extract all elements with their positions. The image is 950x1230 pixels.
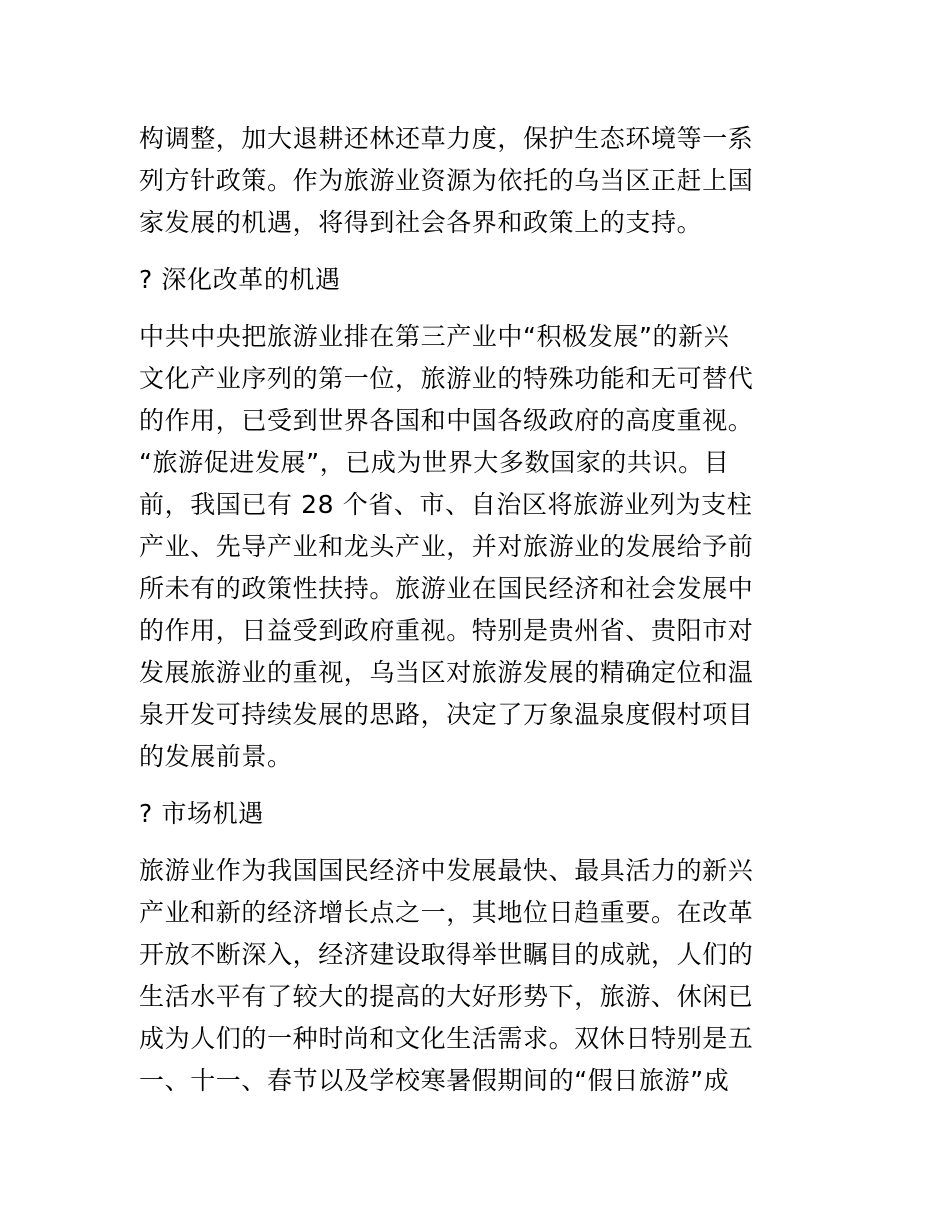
text-line: 发展旅游业的重视，乌当区对旅游发展的精确定位和温: [139, 658, 754, 687]
paragraph-gap: [139, 301, 811, 316]
text-line: 的发展前景。: [139, 742, 293, 771]
text-line: 家发展的机遇，将得到社会各界和政策上的支持。: [139, 208, 703, 237]
text-line: 泉开发可持续发展的思路，决定了万象温泉度假村项目: [139, 700, 754, 729]
paragraph-market: [139, 850, 811, 1102]
text-line: 产业和新的经济增长点之一，其地位日趋重要。在改革: [139, 898, 754, 927]
text-line: 的作用，日益受到政府重视。特别是贵州省、贵阳市对: [139, 616, 754, 645]
paragraph-gap: [139, 778, 811, 793]
text-line: 中共中央把旅游业排在第三产业中“积极发展”的新兴: [139, 322, 730, 351]
text-line: “旅游促进发展”，已成为世界大多数国家的共识。目: [139, 448, 730, 477]
section-heading: ? 深化改革的机遇: [139, 265, 341, 294]
text-line: 构调整，加大退耕还林还草力度，保护生态环境等一系: [139, 124, 754, 153]
text-line: 列方针政策。作为旅游业资源为依托的乌当区正赶上国: [139, 166, 754, 195]
text-line: 旅游业作为我国国民经济中发展最快、最具活力的新兴: [139, 856, 754, 885]
paragraph-gap: [139, 835, 811, 850]
text-line: 文化产业序列的第一位，旅游业的特殊功能和无可替代: [139, 364, 754, 393]
text-line: 产业、先导产业和龙头产业，并对旅游业的发展给予前: [139, 532, 754, 561]
paragraph-gap: [139, 244, 811, 259]
text-line: 一、十一、春节以及学校寒暑假期间的“假日旅游”成: [139, 1066, 730, 1095]
text-line: 生活水平有了较大的提高的大好形势下，旅游、休闲已: [139, 982, 754, 1011]
text-line: 所未有的政策性扶持。旅游业在国民经济和社会发展中: [139, 574, 754, 603]
paragraph-policy-support: [139, 118, 811, 244]
text-line: 开放不断深入，经济建设取得举世瞩目的成就，人们的: [139, 940, 754, 969]
heading-market-opportunity: [139, 793, 811, 835]
text-line: 前，我国已有 28 个省、市、自治区将旅游业列为支柱: [139, 490, 753, 519]
document-page: [139, 118, 811, 1102]
heading-reform-opportunity: [139, 259, 811, 301]
text-line: 成为人们的一种时尚和文化生活需求。双休日特别是五: [139, 1024, 754, 1053]
paragraph-reform: [139, 316, 811, 778]
text-line: 的作用，已受到世界各国和中国各级政府的高度重视。: [139, 406, 754, 435]
section-heading: ? 市场机遇: [139, 799, 264, 828]
